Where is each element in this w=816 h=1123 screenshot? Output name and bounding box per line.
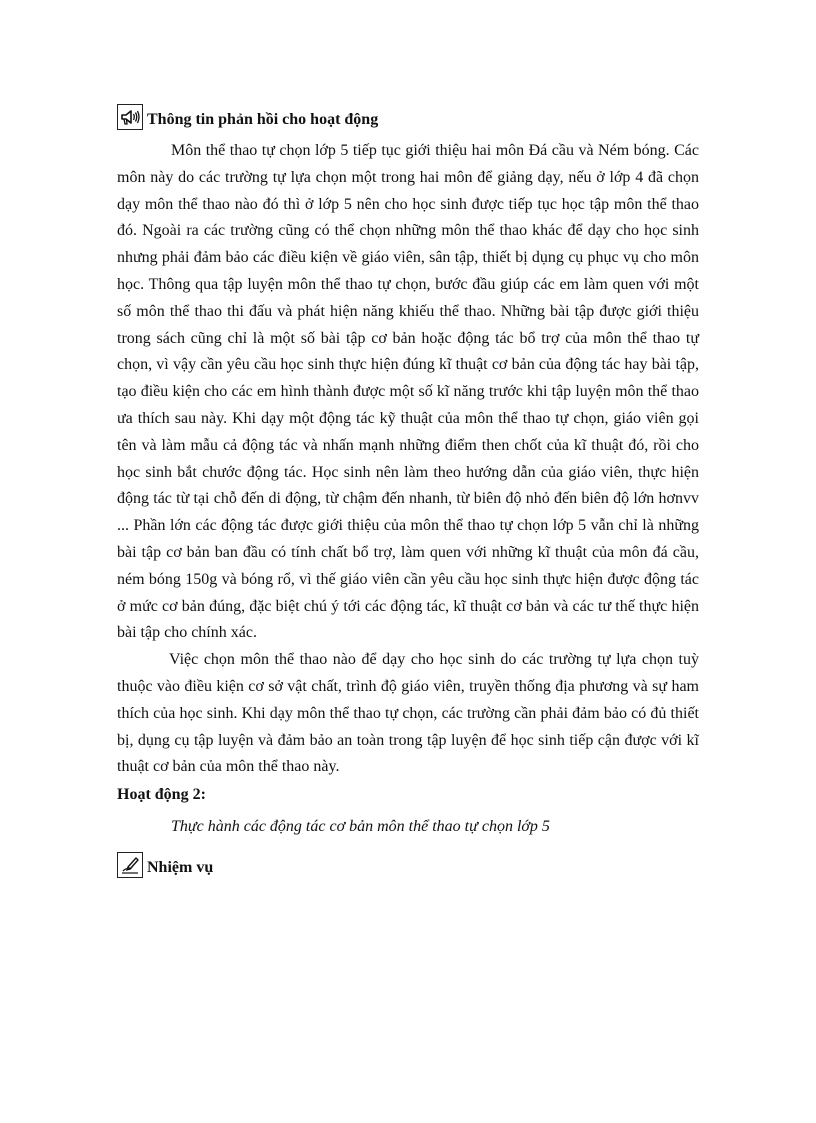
task-heading [117, 852, 699, 878]
task-title: Nhiệm vụ [147, 859, 214, 877]
feedback-heading [117, 104, 699, 130]
activity-title: Hoạt động 2: [117, 786, 206, 804]
feedback-paragraph-2: Việc chọn môn thể thao nào để dạy cho học sinh do các trường tự lựa chọn tuỳ thuộc vào điều kiện cơ sở vật chất, trình độ giáo viên, truyền thống địa phương và sự ham thích của học sinh. Khi dạy môn thể thao tự chọn, các trường cần phải đảm bảo có đủ thiết bị, dụng cụ tập luyện và đảm bảo an toàn trong tập luyện để học sinh tiếp cận được với kĩ thuật cơ bản của môn thể thao này. [117, 651, 699, 776]
pen-writing-icon [117, 852, 143, 878]
page-content [117, 104, 699, 878]
speaker-icon [117, 104, 143, 130]
activity-subtitle: Thực hành các động tác cơ bản môn thể thao tự chọn lớp 5 [171, 818, 550, 836]
feedback-paragraph-1: Môn thể thao tự chọn lớp 5 tiếp tục giới thiệu hai môn Đá cầu và Ném bóng. Các môn này do các trường tự lựa chọn một trong hai môn để giảng dạy, nếu ở lớp 4 đã chọn dạy môn thể thao nào đó thì ở lớp 5 nên cho học sinh được tiếp tục học tập môn thể thao đó. Ngoài ra các trường cũng có thể chọn những môn thể thao khác để dạy cho học sinh nhưng phải đảm bảo các điều kiện về giáo viên, sân tập, thiết bị dụng cụ phục vụ cho môn học. Thông qua tập luyện môn thể thao tự chọn, bước đầu giúp các em làm quen với một số môn thể thao thi đấu và phát hiện năng khiếu thể thao. Những bài tập được giới thiệu trong sách cũng chỉ là một số bài tập cơ bản hoặc động tác bổ trợ của môn thể thao tự chọn, vì vậy cần yêu cầu học sinh thực hiện đúng kĩ thuật cơ bản của động tác hay bài tập, tạo điều kiện cho các em hình thành được một số kĩ năng trước khi tập luyện môn thể thao ưa thích sau này. Khi dạy một động tác kỹ thuật của môn thể thao tự chọn, giáo viên gọi tên và làm mẫu cả động tác và nhấn mạnh những điểm then chốt của kĩ thuật đó, rồi cho học sinh bắt chước động tác. Học sinh nên làm theo hướng dẫn của giáo viên, thực hiện động tác từ tại chỗ đến di động, từ chậm đến nhanh, từ biên độ nhỏ đến biên độ lớn hơnvv ... Phần lớn các động tác được giới thiệu của môn thể thao tự chọn lớp 5 vẫn chỉ là những bài tập cơ bản ban đầu có tính chất bổ trợ, làm quen với những kĩ thuật của môn đá cầu, ném bóng 150g và bóng rổ, vì thế giáo viên cần yêu cầu học sinh thực hiện được động tác ở mức cơ bản đúng, đặc biệt chú ý tới các động tác, kĩ thuật cơ bản và các tư thế thực hiện bài tập cho chính xác. [117, 142, 699, 642]
feedback-title: Thông tin phản hồi cho hoạt động [147, 111, 379, 128]
